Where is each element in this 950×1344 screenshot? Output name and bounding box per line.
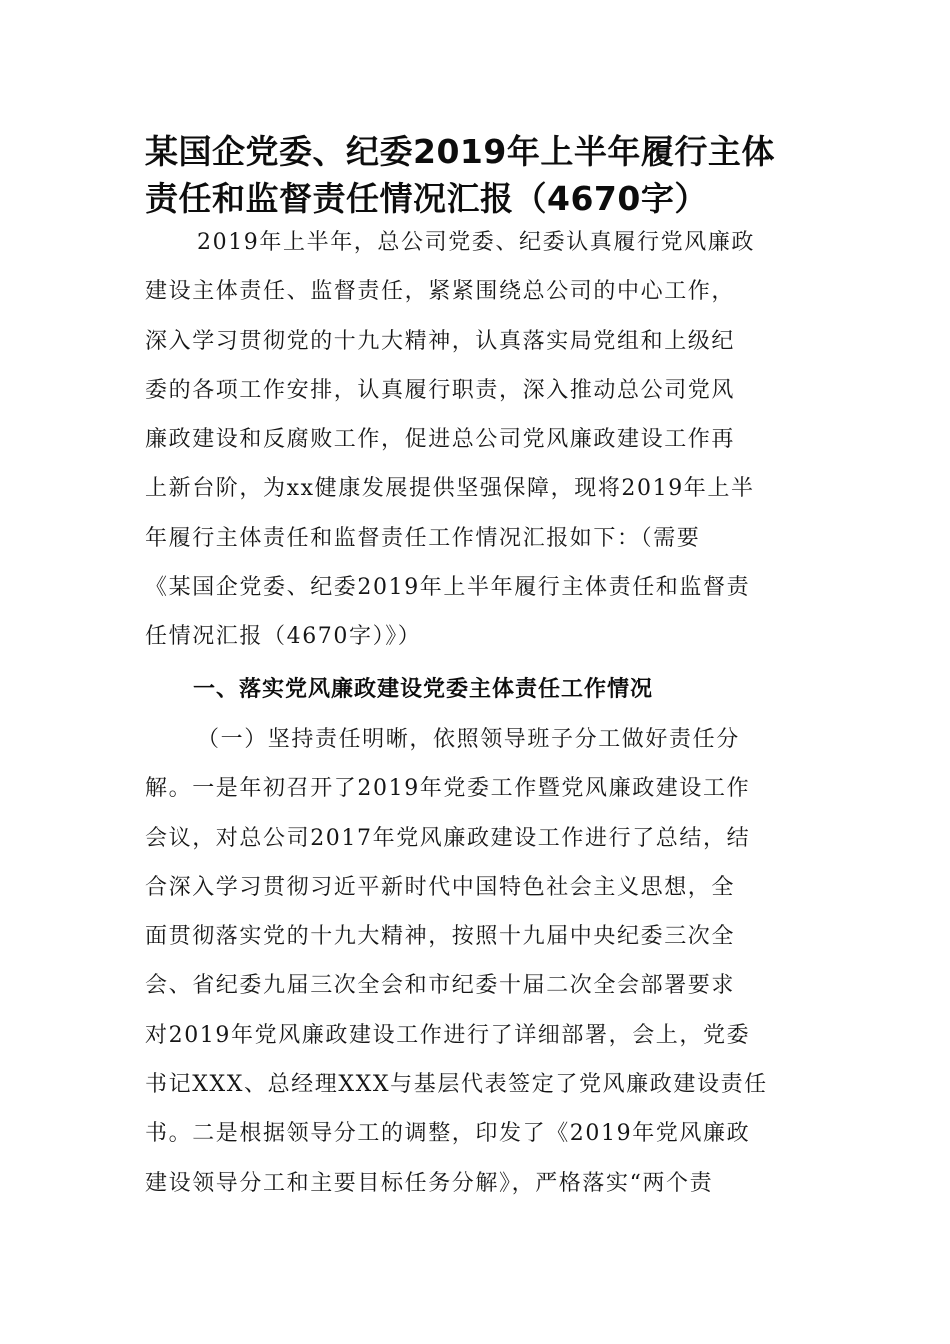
- paragraph-line: 深入学习贯彻党的十九大精神，认真落实局党组和上级纪: [145, 328, 736, 354]
- document-title: [145, 128, 815, 222]
- paragraph-line: 会议，对总公司2017年党风廉政建设工作进行了总结，结: [145, 825, 751, 851]
- paragraph-line: 建设主体责任、监督责任，紧紧围绕总公司的中心工作，: [145, 279, 736, 305]
- paragraph-line: 书。二是根据领导分工的调整，印发了《2019年党风廉政: [145, 1121, 751, 1147]
- paragraph-line: 年履行主体责任和监督责任工作情况汇报如下：（需要: [145, 525, 701, 551]
- section-heading: 一、落实党风廉政建设党委主体责任工作情况: [193, 677, 654, 702]
- paragraph-line: 解。一是年初召开了2019年党委工作暨党风廉政建设工作: [145, 776, 751, 802]
- intro-paragraph: [145, 218, 805, 662]
- paragraph-line: （一）坚持责任明晰，依照领导班子分工做好责任分: [197, 727, 740, 752]
- paragraph-line: 建设领导分工和主要目标任务分解》，严格落实“两个责: [145, 1170, 714, 1196]
- paragraph-line: 面贯彻落实党的十九大精神，按照十九届中央纪委三次全: [145, 924, 736, 950]
- title-line: 某国企党委、纪委2019年上半年履行主体: [145, 132, 775, 171]
- paragraph-line: 会、省纪委九届三次全会和市纪委十届二次全会部署要求: [145, 973, 736, 999]
- paragraph-line: 合深入学习贯彻习近平新时代中国特色社会主义思想，全: [145, 874, 736, 900]
- paragraph-line: 上新台阶，为xx健康发展提供坚强保障，现将2019年上半: [145, 476, 755, 502]
- paragraph-line: 对2019年党风廉政建设工作进行了详细部署，会上，党委: [145, 1022, 751, 1048]
- title-line: 责任和监督责任情况汇报（4670字）: [145, 179, 708, 218]
- paragraph-line: 2019年上半年，总公司党委、纪委认真履行党风廉政: [197, 230, 755, 255]
- paragraph-line: 廉政建设和反腐败工作，促进总公司党风廉政建设工作再: [145, 427, 736, 453]
- paragraph-line: 《某国企党委、纪委2019年上半年履行主体责任和监督责: [145, 575, 751, 601]
- paragraph-line: 委的各项工作安排，认真履行职责，深入推动总公司党风: [145, 377, 736, 403]
- section-paragraph: [145, 715, 805, 1208]
- paragraph-line: 任情况汇报（4670字）》）: [145, 624, 422, 650]
- paragraph-line: 书记XXX、总经理XXX与基层代表签定了党风廉政建设责任: [145, 1072, 768, 1098]
